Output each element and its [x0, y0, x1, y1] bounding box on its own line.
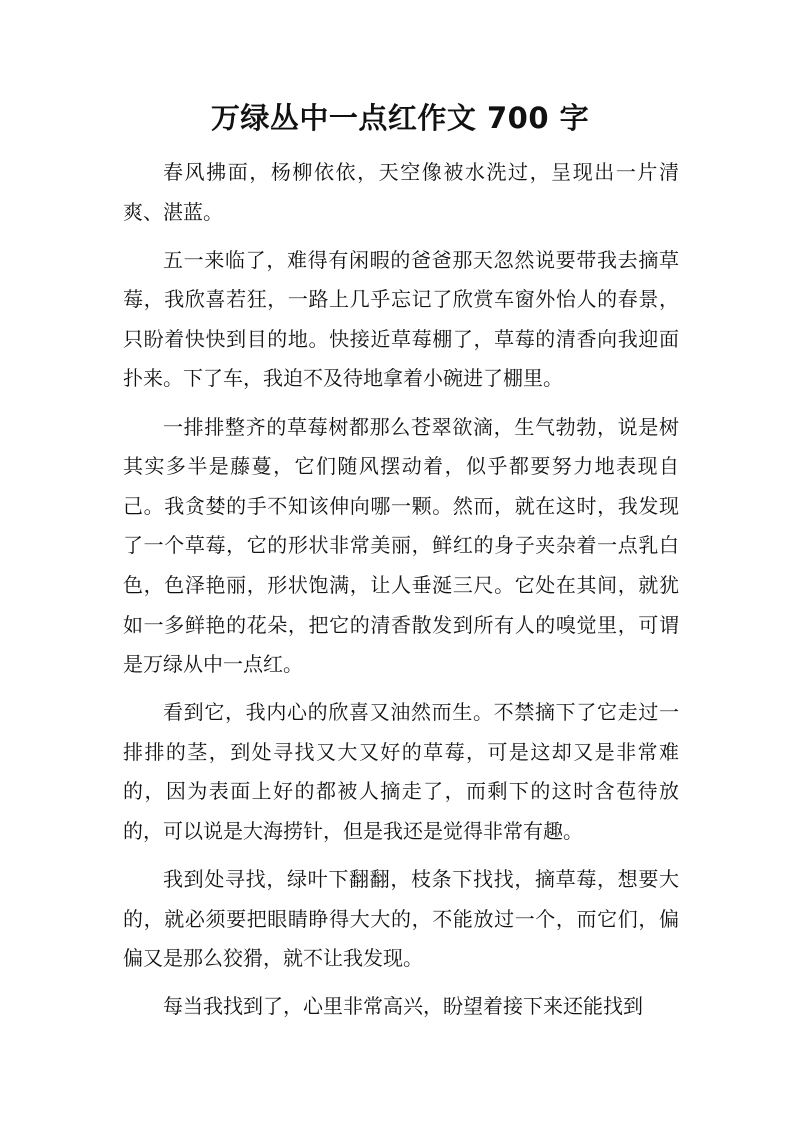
- paragraph: 五一来临了，难得有闲暇的爸爸那天忽然说要带我去摘草莓，我欣喜若狂，一路上几乎忘记了欣赏车窗外怡人的春景，只盼着快快到目的地。快接近草莓棚了，草莓的清香向我迎面扑来。下了车，我迫不及待地拿着小碗进了棚里。: [123, 247, 679, 391]
- document-body: [123, 153, 679, 1035]
- paragraph: 每当我找到了，心里非常高兴，盼望着接下来还能找到: [163, 994, 643, 1019]
- paragraph: 看到它，我内心的欣喜又油然而生。不禁摘下了它走过一排排的茎，到处寻找又大又好的草莓，可是这却又是非常难的，因为表面上好的都被人摘走了，而剩下的这时含苞待放的，可以说是大海捞针，但是我还是觉得非常有趣。: [123, 700, 679, 843]
- document-title: 万绿丛中一点红作文 700 字: [210, 101, 590, 135]
- paragraph: 我到处寻找，绿叶下翻翻，枝条下找找，摘草莓，想要大的，就必须要把眼睛睁得大大的，不能放过一个，而它们，偏偏又是那么狡猾，就不让我发现。: [123, 867, 679, 971]
- paragraph: 一排排整齐的草莓树都那么苍翠欲滴，生气勃勃，说是树其实多半是藤蔓，它们随风摆动着，似乎都要努力地表现自己。我贪婪的手不知该伸向哪一颗。然而，就在这时，我发现了一个草莓，它的形状非常美丽，鲜红的身子夹杂着一点乳白色，色泽艳丽，形状饱满，让人垂涎三尺。它处在其间，就犹如一多鲜艳的花朵，把它的清香散发到所有人的嗅觉里，可谓是万绿从中一点红。: [123, 414, 679, 677]
- paragraph: 春风拂面，杨柳依依，天空像被水洗过，呈现出一片清爽、湛蓝。: [123, 160, 679, 224]
